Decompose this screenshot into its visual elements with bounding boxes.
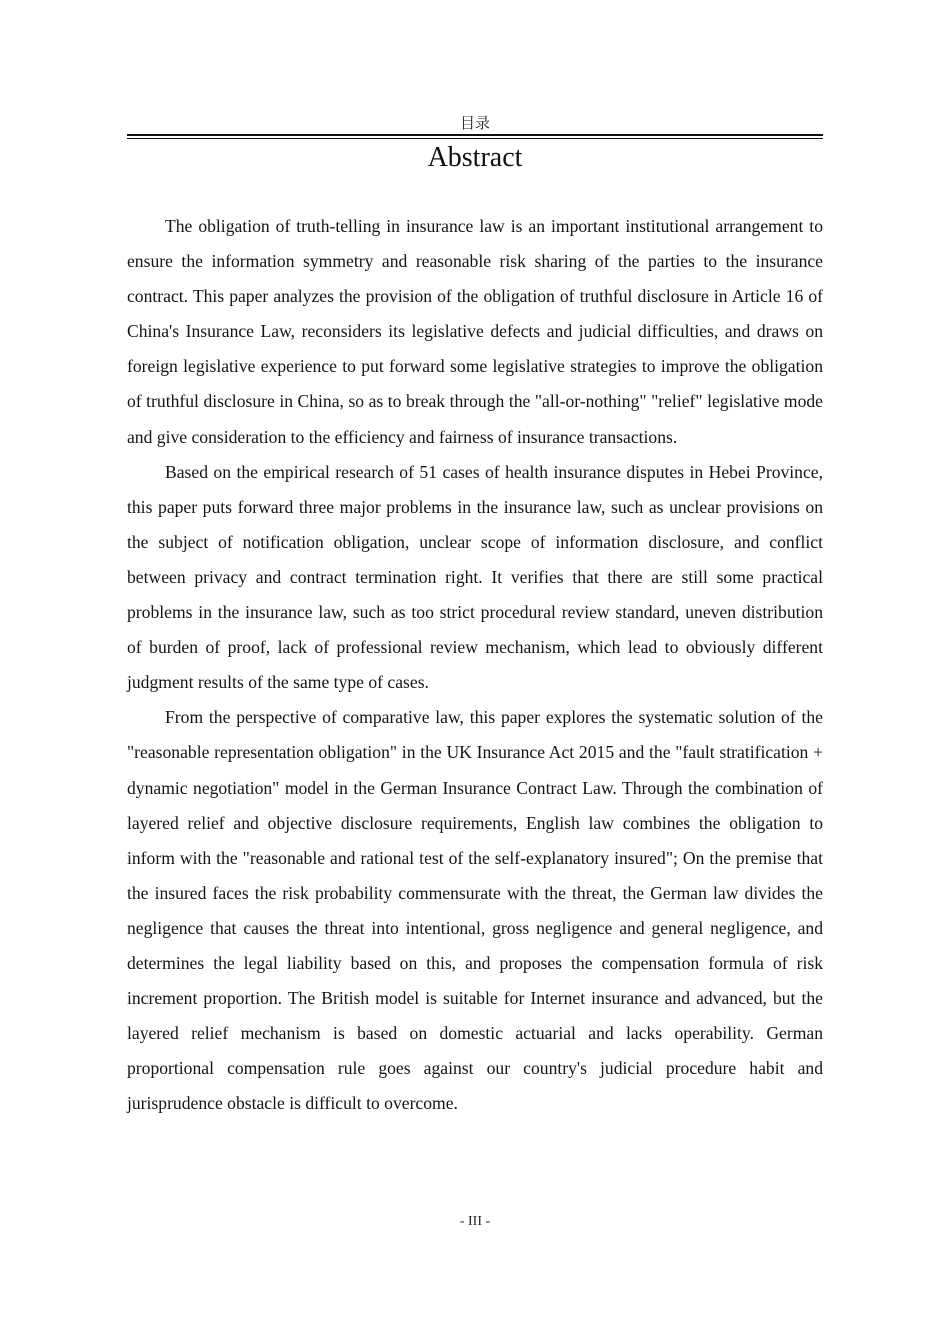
- abstract-paragraph-1: The obligation of truth-telling in insurance law is an important institutional arrangement to ensure the information symmetry and reasonable risk sharing of the parties to the insurance contract. This paper analyzes the provision of the obligation of truthful disclosure in Article 16 of China's Insurance Law, reconsiders its legislative defects and judicial difficulties, and draws on foreign legislative experience to put forward some legislative strategies to improve the obligation of truthful disclosure in China, so as to break through the "all-or-nothing" "relief" legislative mode and give consideration to the efficiency and fairness of insurance transactions.: [127, 216, 823, 447]
- abstract-paragraph-2: Based on the empirical research of 51 cases of health insurance disputes in Hebei Province, this paper puts forward three major problems in the insurance law, such as unclear provisions on the subject of notification obligation, unclear scope of information disclosure, and conflict between privacy and contract termination right. It verifies that there are still some practical problems in the insurance law, such as too strict procedural review standard, uneven distribution of burden of proof, lack of professional review mechanism, which lead to obviously different judgment results of the same type of cases.: [127, 461, 823, 693]
- running-header: 目录: [459, 114, 490, 132]
- abstract-paragraph-3: From the perspective of comparative law, this paper explores the systematic solution of the "reasonable representation obligation" in the UK Insurance Act 2015 and the "fault stratification + dynamic negotiation" model in the German Insurance Contract Law. Through the combination of layered relief and objective disclosure requirements, English law combines the obligation to inform with the "reasonable and rational test of the self-explanatory insured"; On the premise that the insured faces the risk probability commensurate with the threat, the German law divides the negligence that causes the threat into intentional, gross negligence and general negligence, and determines the legal liability based on this, and proposes the compensation formula of risk increment proportion. The British model is suitable for Internet insurance and advanced, but the layered relief mechanism is based on domestic actuarial and lacks operability. German proportional compensation rule goes against our country's judicial procedure habit and jurisprudence obstacle is difficult to overcome.: [127, 707, 823, 1114]
- header-rule-thin: [127, 138, 823, 139]
- page-number: - III -: [459, 1214, 491, 1229]
- header-rule-thick: [127, 134, 823, 136]
- abstract-body: [127, 209, 823, 1121]
- section-title: Abstract: [427, 142, 523, 173]
